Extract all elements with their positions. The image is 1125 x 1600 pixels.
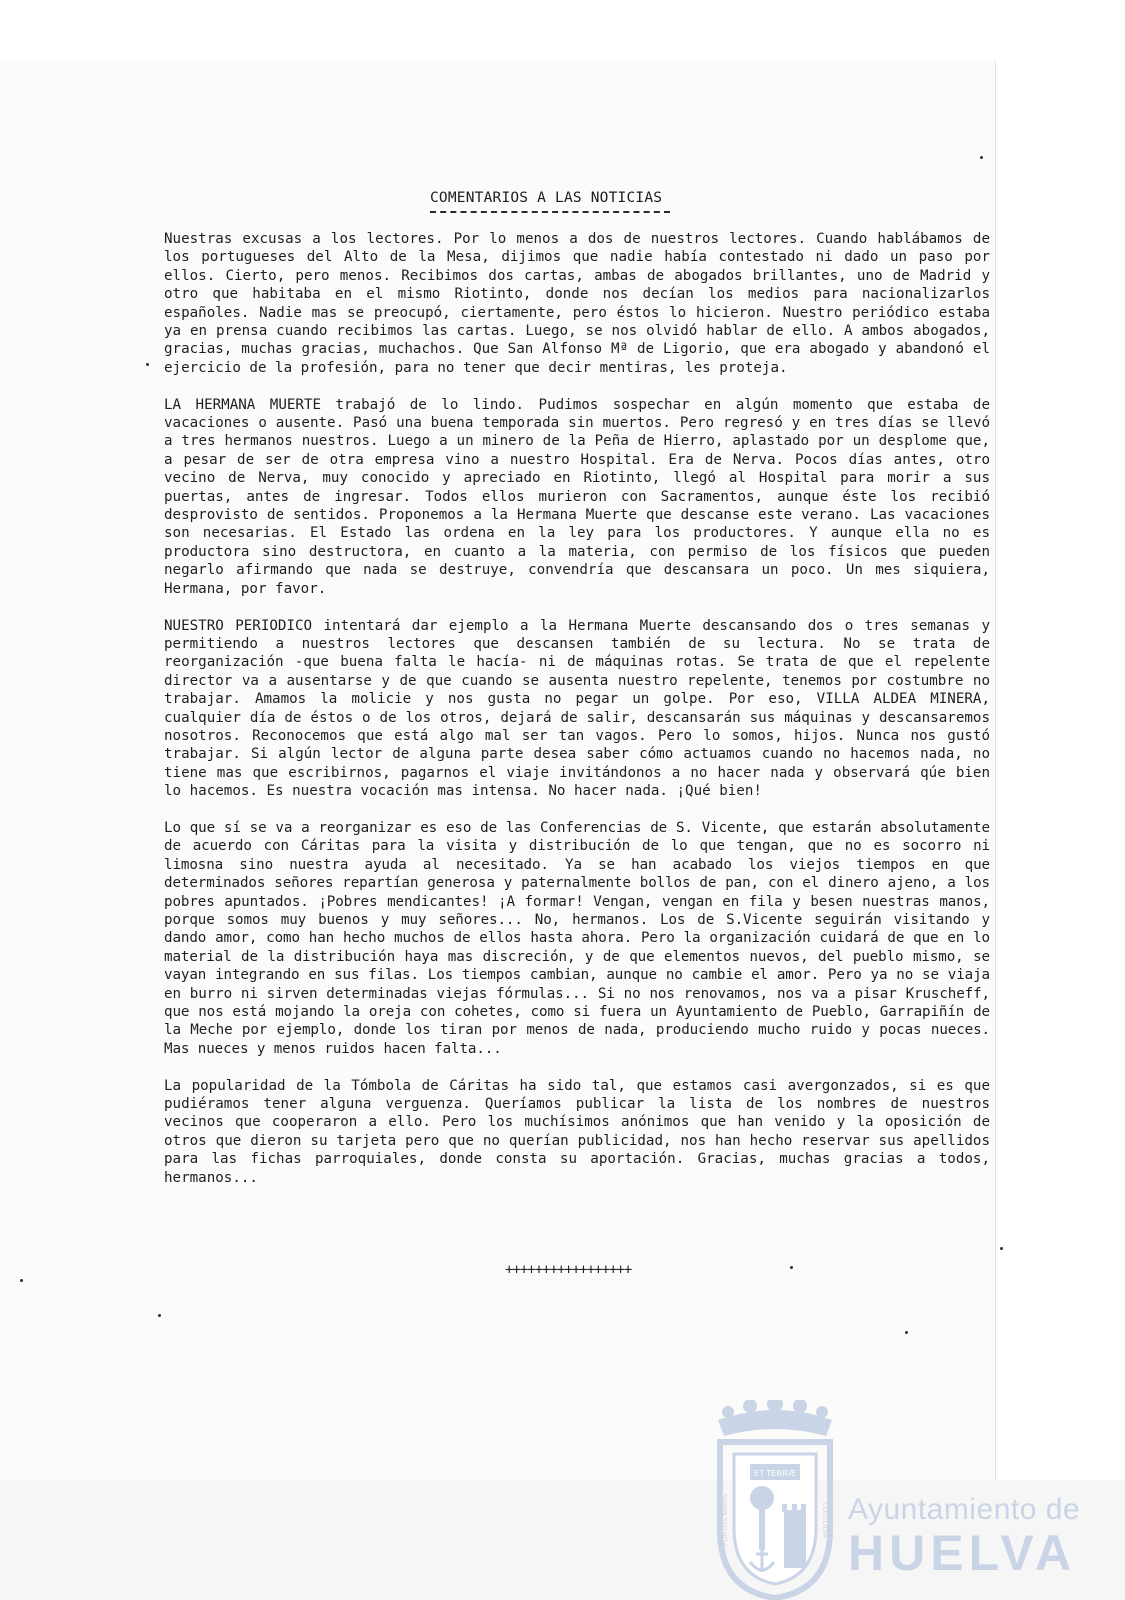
document-body [164,230,990,1205]
scan-speck [20,1279,23,1282]
motto-left: PORTUS MARIS [722,1493,729,1547]
scan-speck [158,1314,161,1317]
banner-text: ET TERRÆ [754,1469,796,1478]
paragraph-hermana-muerte: LA HERMANA MUERTE trabajó de lo lindo. Pudimos sospechar en algún momento que estaba de vacaciones o ausente. Pasó una buena temporada sin muertos. Pero regresó y en tres días se llevó a tres hermanos nuestros. Luego a un minero de la Peña de Hierro, aplastado por un desplome que, a pesar de ser de otra empresa vino a nuestro Hospital. Era de Nerva. Pocos días antes, otro vecino de Nerva, muy conocido y apreciado en Riotinto, llegó al Hospital para morir a sus puertas, antes de ingresar. Todos ellos murieron con Sacramentos, aunque éste los recibió desprovisto de sentidos. Proponemos a la Hermana Muerte que descanse este verano. Las vacaciones son necesarias. El Estado las ordena en la ley para los productores. Y aunque ella no es productora sino destructora, en cuanto a la materia, con permiso de los físicos que pueden negarlo afirmando que nada se destruye, convendría que descansara un poco. Un mes siquiera, Hermana, por favor. [164,396,990,597]
huelva-coat-of-arms [710,1400,840,1600]
closing-mark: +++++++++++++++++ [505,1262,632,1278]
crown-icon [718,1400,832,1436]
scan-speck [980,156,983,159]
title-underline [430,211,670,213]
scan-speck [790,1266,793,1269]
scan-speck [905,1331,908,1334]
scan-speck [146,363,149,366]
ayuntamiento-logo-text [848,1494,1080,1580]
paragraph-tombola: La popularidad de la Tómbola de Cáritas ha sido tal, que estamos casi avergonzados, si es que pudiéramos tener alguna verguenza. Queríamos publicar la lista de los nombres de nuestros vecinos que cooperaron a ello. Pero los muchísimos anónimos que han venido y la oposición de otros que dieron su tarjeta pero que no querían publicidad, nos han hecho reservar sus apellidos para las fichas parroquiales, donde consta su aportación. Gracias, muchas gracias a todos, hermanos... [164,1077,990,1186]
paragraph-nuestro-periodico: NUESTRO PERIODICO intentará dar ejemplo a la Hermana Muerte descansando dos o tres semanas y permitiendo a nuestros lectores que descansen también de su lectura. No se trata de reorganización -que buena falta le hacía- ni de máquinas rotas. Se trata de que el repelente director va a ausentarse y de que cuando se ausenta nuestro repelente, tenemos por costumbre no trabajar. Amamos la molicie y nos gusta no pegar un golpe. Por eso, VILLA ALDEA MINERA, cualquier día de éstos o de los otros, dejará de salir, descansarán sus máquinas y descansaremos nosotros. Reconocemos que está algo mal ser tan vagos. Pero lo somos, hijos. Nunca nos gustó trabajar. Si algún lector de alguna parte desea saber cómo actuamos cuando no hacemos nada, no tiene mas que escribirnos, pagarnos el viaje invitándonos a no hacer nada y observará qúe bien lo hacemos. Es nuestra vocación mas intensa. No hacer nada. ¡Qué bien! [164,617,990,800]
paragraph-conferencias: Lo que sí se va a reorganizar es eso de las Conferencias de S. Vicente, que estarán absolutamente de acuerdo con Cáritas para la visita y distribución de lo que tengan, que no es socorro ni limosna sino nuestra ayuda al necesitado. Ya se han acabado los viejos tiempos en que determinados señores repartían generosa y paternalmente bollos de pan, con el dinero ajeno, a los pobres apuntados. ¡Pobres mendicantes! ¡A formar! Vengan, vengan en fila y besen nuestras manos, porque somos muy buenos y muy señores... No, hermanos. Los de S.Vicente seguirán visitando y dando amor, como han hecho muchos de ellos hasta ahora. Pero la organización cuidará de que en lo material de la distribución haya mas discreción, y de que elementos nuevos, del pueblo mismo, se vayan integrando en sus filas. Los tiempos cambian, aunque no cambie el amor. Pero ya no se viaja en burro ni sirven determinadas viejas fórmulas... Si no nos renovamos, nos va a pisar Kruscheff, que nos está mojando la oreja con cohetes, como si fuera un Ayuntamiento de Pueblo, Garrapiñín de la Meche por ejemplo, donde los tiran por menos de nada, produciendo mucho ruido y pocas nueces. Mas nueces y menos ruidos hacen falta... [164,819,990,1057]
logo-line-2: HUELVA [848,1525,1077,1581]
scan-speck [1000,1247,1003,1250]
motto-right: CUSTODIA [821,1501,828,1539]
logo-line-1: Ayuntamiento de [848,1493,1081,1526]
document-title: COMENTARIOS A LAS NOTICIAS [430,190,663,206]
tower-icon [782,1504,806,1568]
paragraph-excusas: Nuestras excusas a los lectores. Por lo menos a dos de nuestros lectores. Cuando hablábamos de los portugueses del Alto de la Mesa, dijimos que nadie había contestado ni dado un paso por ellos. Cierto, pero menos. Recibimos dos cartas, ambas de abogados brillantes, uno de Madrid y otro que habitaba en el mismo Riotinto, donde nos decían los medios para nacionalizarlos españoles. Nadie mas se preocupó, ciertamente, pero éstos lo hicieron. Nuestro periódico estaba ya en prensa cuando recibimos las cartas. Luego, se nos olvidó hablar de ello. A ambos abogados, gracias, muchas gracias, muchachos. Que San Alfonso Mª de Ligorio, que era abogado y abandonó el ejercicio de la profesión, para no tener que decir mentiras, les proteja. [164,231,990,376]
